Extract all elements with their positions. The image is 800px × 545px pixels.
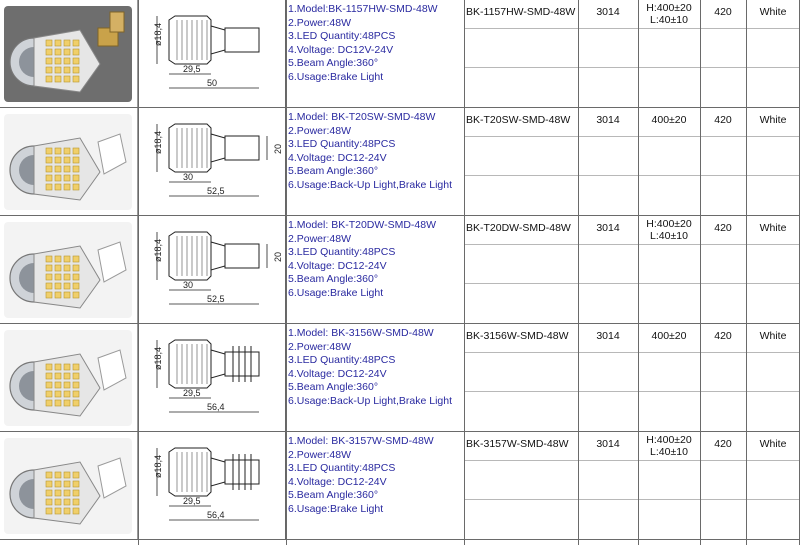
led-chip-icon bbox=[73, 364, 79, 370]
led-chip-icon bbox=[55, 40, 61, 46]
led-bulb-photo-icon bbox=[0, 216, 138, 324]
led-chip-icon bbox=[46, 481, 52, 487]
led-chip-icon bbox=[64, 265, 70, 271]
dim-dia-label: ø18,4 bbox=[153, 130, 163, 154]
dimension-drawing bbox=[138, 432, 286, 540]
led-type-cell: 3014 bbox=[596, 114, 620, 126]
led-chip-icon bbox=[46, 49, 52, 55]
row-subdivider bbox=[464, 352, 800, 353]
bulb-dimension-drawing-icon bbox=[139, 216, 286, 324]
dim-dia-label: ø18,4 bbox=[153, 346, 163, 370]
led-chip-icon bbox=[64, 499, 70, 505]
spec-list bbox=[286, 216, 464, 324]
spec-line: 1.Model: BK-T20SW-SMD-48W bbox=[288, 111, 436, 123]
color-cell: White bbox=[759, 6, 787, 18]
dimension-drawing bbox=[138, 216, 286, 324]
lumen-cell: L:40±10 bbox=[650, 230, 688, 242]
led-chip-icon bbox=[46, 472, 52, 478]
led-chip-icon bbox=[55, 274, 61, 280]
color-cell: White bbox=[759, 438, 787, 450]
spec-line: 6.Usage:Brake Light bbox=[288, 70, 384, 83]
led-chip-icon bbox=[64, 157, 70, 163]
led-chip-icon bbox=[64, 373, 70, 379]
spec-line: 1.Model: BK-3156W-SMD-48W bbox=[288, 327, 434, 339]
led-chip-icon bbox=[73, 283, 79, 289]
led-type-cell: 3014 bbox=[596, 6, 620, 18]
spec-line: 2.Power:48W bbox=[288, 340, 352, 353]
led-type-cell: 3014 bbox=[596, 330, 620, 342]
bulb-dimension-drawing-icon bbox=[139, 0, 286, 108]
led-chip-icon bbox=[55, 391, 61, 397]
color-cell: White bbox=[759, 114, 787, 126]
led-chip-icon bbox=[64, 490, 70, 496]
dim-inner-label: 29,5 bbox=[183, 388, 201, 398]
spec-line: 2.Power:48W bbox=[288, 124, 352, 137]
spec-line: 4.Voltage: DC12-24V bbox=[288, 367, 387, 380]
lumen-cell: H:400±20 bbox=[646, 218, 692, 230]
led-chip-icon bbox=[55, 364, 61, 370]
led-chip-icon bbox=[64, 49, 70, 55]
bulb-base bbox=[225, 28, 259, 52]
led-chip-icon bbox=[64, 148, 70, 154]
dim-side-label: 20 bbox=[273, 143, 283, 154]
dimension-drawing bbox=[138, 108, 286, 216]
dim-outer-label: 52,5 bbox=[207, 294, 225, 304]
led-chip-icon bbox=[64, 364, 70, 370]
spec-line: 4.Voltage: DC12-24V bbox=[288, 151, 387, 164]
led-chip-icon bbox=[46, 265, 52, 271]
led-chip-icon bbox=[46, 184, 52, 190]
bulb-outline bbox=[169, 16, 211, 64]
led-chip-icon bbox=[46, 166, 52, 172]
spec-line: 4.Voltage: DC12-24V bbox=[288, 259, 387, 272]
led-chip-icon bbox=[73, 40, 79, 46]
model-cell: BK-T20SW-SMD-48W bbox=[466, 114, 571, 126]
dim-outer-label: 56,4 bbox=[207, 510, 225, 520]
led-type-cell: 3014 bbox=[596, 222, 620, 234]
led-chip-icon bbox=[46, 148, 52, 154]
bulb-outline bbox=[169, 448, 211, 496]
spec-list bbox=[286, 324, 464, 432]
led-bulb-photo-icon bbox=[0, 432, 138, 540]
led-chip-icon bbox=[64, 292, 70, 298]
spec-line: 1.Model: BK-T20DW-SMD-48W bbox=[288, 219, 437, 231]
led-chip-icon bbox=[64, 400, 70, 406]
led-chip-icon bbox=[73, 472, 79, 478]
temperature-cell: 420 bbox=[714, 114, 732, 126]
led-bulb-photo bbox=[4, 330, 132, 426]
lumen-cell: 400±20 bbox=[651, 330, 687, 342]
led-chip-icon bbox=[73, 274, 79, 280]
bulb-dimension-drawing bbox=[153, 448, 259, 520]
led-chip-icon bbox=[64, 76, 70, 82]
led-chip-icon bbox=[55, 508, 61, 514]
row-subdivider bbox=[464, 499, 800, 500]
temperature-cell: 420 bbox=[714, 330, 732, 342]
dim-outer-label: 56,4 bbox=[207, 402, 225, 412]
bulb-outline bbox=[169, 340, 211, 388]
bulb-dimension-drawing bbox=[153, 124, 283, 196]
led-chip-icon bbox=[73, 499, 79, 505]
dim-outer-label: 50 bbox=[207, 78, 218, 88]
dim-side-label: 20 bbox=[273, 251, 283, 262]
led-chip-icon bbox=[46, 499, 52, 505]
led-chip-icon bbox=[55, 265, 61, 271]
color-cell: White bbox=[759, 222, 787, 234]
led-chip-icon bbox=[73, 76, 79, 82]
led-chip-icon bbox=[46, 364, 52, 370]
metal-cap-icon bbox=[110, 12, 124, 32]
dim-dia-label: ø18,4 bbox=[153, 454, 163, 478]
led-chip-icon bbox=[46, 382, 52, 388]
row-subdivider bbox=[464, 175, 800, 176]
product-photo bbox=[0, 108, 138, 216]
bulb-dimension-drawing bbox=[153, 232, 283, 304]
product-photo bbox=[0, 432, 138, 540]
led-chip-icon bbox=[73, 382, 79, 388]
led-chip-icon bbox=[55, 157, 61, 163]
led-chip-icon bbox=[73, 391, 79, 397]
led-chip-icon bbox=[73, 292, 79, 298]
temperature-cell: 420 bbox=[714, 438, 732, 450]
led-chip-icon bbox=[55, 49, 61, 55]
spec-line: 6.Usage:Brake Light bbox=[288, 502, 384, 515]
bulb-dimension-drawing-icon bbox=[139, 432, 286, 540]
led-chip-icon bbox=[46, 508, 52, 514]
spec-line: 6.Usage:Back-Up Light,Brake Light bbox=[288, 394, 453, 407]
led-chip-icon bbox=[73, 481, 79, 487]
led-chip-icon bbox=[73, 508, 79, 514]
row-subdivider bbox=[464, 28, 800, 29]
model-cell: BK-T20DW-SMD-48W bbox=[466, 222, 571, 234]
spec-line: 5.Beam Angle:360° bbox=[288, 165, 379, 178]
led-chip-icon bbox=[73, 373, 79, 379]
led-chip-icon bbox=[46, 490, 52, 496]
column-divider bbox=[578, 0, 579, 545]
led-chip-icon bbox=[46, 157, 52, 163]
led-chip-icon bbox=[64, 175, 70, 181]
led-chip-icon bbox=[55, 184, 61, 190]
spec-line: 3.LED Quantity:48PCS bbox=[288, 354, 396, 367]
model-cell: BK-3157W-SMD-48W bbox=[466, 438, 569, 450]
led-chip-icon bbox=[46, 67, 52, 73]
product-photo bbox=[0, 324, 138, 432]
led-chip-icon bbox=[73, 175, 79, 181]
led-chip-icon bbox=[64, 472, 70, 478]
led-bulb-photo-icon bbox=[0, 108, 138, 216]
bulb-dimension-drawing bbox=[153, 340, 259, 412]
spec-line: 5.Beam Angle:360° bbox=[288, 381, 379, 394]
led-chip-icon bbox=[73, 148, 79, 154]
led-chip-icon bbox=[64, 274, 70, 280]
led-type-cell: 3014 bbox=[596, 438, 620, 450]
bulb-base bbox=[225, 244, 259, 268]
led-bulb-photo bbox=[4, 438, 132, 534]
dim-outer-label: 52,5 bbox=[207, 186, 225, 196]
dimension-drawing bbox=[138, 0, 286, 108]
model-cell: BK-1157HW-SMD-48W bbox=[466, 6, 576, 18]
led-chip-icon bbox=[55, 499, 61, 505]
spec-line: 3.LED Quantity:48PCS bbox=[288, 462, 396, 475]
led-chip-icon bbox=[46, 283, 52, 289]
led-chip-icon bbox=[55, 382, 61, 388]
led-chip-icon bbox=[73, 400, 79, 406]
led-chip-icon bbox=[64, 283, 70, 289]
led-chip-icon bbox=[55, 166, 61, 172]
lumen-cell: H:400±20 bbox=[646, 2, 692, 14]
spec-line: 5.Beam Angle:360° bbox=[288, 273, 379, 286]
row-subdivider bbox=[464, 391, 800, 392]
dim-inner-label: 30 bbox=[183, 172, 194, 182]
led-chip-icon bbox=[73, 184, 79, 190]
led-chip-icon bbox=[64, 184, 70, 190]
spec-line: 2.Power:48W bbox=[288, 232, 352, 245]
led-chip-icon bbox=[73, 157, 79, 163]
spec-line: 6.Usage:Brake Light bbox=[288, 286, 384, 299]
led-chip-icon bbox=[55, 67, 61, 73]
spec-line: 5.Beam Angle:360° bbox=[288, 57, 379, 70]
spec-line: 1.Model: BK-3157W-SMD-48W bbox=[288, 435, 434, 447]
led-chip-icon bbox=[46, 76, 52, 82]
led-chip-icon bbox=[73, 67, 79, 73]
lumen-cell: 400±20 bbox=[651, 114, 687, 126]
led-chip-icon bbox=[55, 58, 61, 64]
row-subdivider bbox=[464, 244, 800, 245]
led-chip-icon bbox=[46, 175, 52, 181]
row-subdivider bbox=[464, 136, 800, 137]
led-chip-icon bbox=[64, 391, 70, 397]
spec-line: 1.Model:BK-1157HW-SMD-48W bbox=[288, 3, 438, 15]
led-chip-icon bbox=[55, 400, 61, 406]
product-photo bbox=[0, 0, 138, 108]
led-chip-icon bbox=[55, 373, 61, 379]
bulb-base bbox=[225, 352, 259, 376]
model-cell: BK-3156W-SMD-48W bbox=[466, 330, 569, 342]
column-divider bbox=[700, 0, 701, 545]
led-chip-icon bbox=[46, 58, 52, 64]
spec-line: 2.Power:48W bbox=[288, 448, 352, 461]
spec-line: 3.LED Quantity:48PCS bbox=[288, 30, 396, 43]
led-bulb-photo-icon bbox=[0, 0, 138, 108]
product-photo bbox=[0, 216, 138, 324]
dim-inner-label: 29,5 bbox=[183, 64, 201, 74]
led-chip-icon bbox=[73, 490, 79, 496]
led-chip-icon bbox=[55, 292, 61, 298]
bulb-outline bbox=[169, 124, 211, 172]
column-divider bbox=[746, 0, 747, 545]
led-chip-icon bbox=[46, 400, 52, 406]
led-bulb-photo bbox=[4, 222, 132, 318]
led-chip-icon bbox=[46, 391, 52, 397]
column-divider bbox=[138, 0, 139, 545]
led-chip-icon bbox=[73, 166, 79, 172]
lumen-cell: H:400±20 bbox=[646, 434, 692, 446]
row-divider bbox=[0, 539, 800, 540]
bulb-outline bbox=[169, 232, 211, 280]
led-chip-icon bbox=[55, 490, 61, 496]
led-chip-icon bbox=[64, 508, 70, 514]
led-chip-icon bbox=[46, 40, 52, 46]
column-divider bbox=[638, 0, 639, 545]
dim-inner-label: 30 bbox=[183, 280, 194, 290]
led-chip-icon bbox=[64, 40, 70, 46]
led-bulb-photo bbox=[4, 6, 132, 102]
column-divider bbox=[464, 0, 465, 545]
led-chip-icon bbox=[64, 382, 70, 388]
row-subdivider bbox=[464, 460, 800, 461]
bulb-base bbox=[225, 460, 259, 484]
led-chip-icon bbox=[73, 49, 79, 55]
dimension-drawing bbox=[138, 324, 286, 432]
led-chip-icon bbox=[73, 256, 79, 262]
lumen-cell: L:40±10 bbox=[650, 446, 688, 458]
bulb-neck bbox=[211, 458, 225, 486]
bulb-dimension-drawing bbox=[153, 16, 259, 88]
led-chip-icon bbox=[55, 283, 61, 289]
temperature-cell: 420 bbox=[714, 6, 732, 18]
spec-line: 4.Voltage: DC12V-24V bbox=[288, 43, 394, 56]
color-cell: White bbox=[759, 330, 787, 342]
led-chip-icon bbox=[55, 148, 61, 154]
spec-line: 4.Voltage: DC12-24V bbox=[288, 475, 387, 488]
spec-list bbox=[286, 432, 464, 540]
led-chip-icon bbox=[46, 373, 52, 379]
row-subdivider bbox=[464, 67, 800, 68]
bulb-neck bbox=[211, 242, 225, 270]
led-chip-icon bbox=[64, 481, 70, 487]
dim-dia-label: ø18,4 bbox=[153, 238, 163, 262]
bulb-dimension-drawing-icon bbox=[139, 108, 286, 216]
led-chip-icon bbox=[64, 58, 70, 64]
led-chip-icon bbox=[55, 472, 61, 478]
spec-line: 3.LED Quantity:48PCS bbox=[288, 138, 396, 151]
led-chip-icon bbox=[55, 175, 61, 181]
lumen-cell: L:40±10 bbox=[650, 14, 688, 26]
temperature-cell: 420 bbox=[714, 222, 732, 234]
led-chip-icon bbox=[64, 166, 70, 172]
column-divider bbox=[286, 0, 287, 545]
led-chip-icon bbox=[64, 67, 70, 73]
dim-dia-label: ø18,4 bbox=[153, 22, 163, 46]
spec-line: 2.Power:48W bbox=[288, 16, 352, 29]
led-bulb-photo-icon bbox=[0, 324, 138, 432]
led-chip-icon bbox=[46, 274, 52, 280]
led-chip-icon bbox=[64, 256, 70, 262]
spec-list bbox=[286, 0, 464, 108]
led-chip-icon bbox=[73, 58, 79, 64]
led-bulb-photo bbox=[4, 114, 132, 210]
spec-line: 5.Beam Angle:360° bbox=[288, 489, 379, 502]
led-chip-icon bbox=[73, 265, 79, 271]
led-chip-icon bbox=[55, 76, 61, 82]
bulb-neck bbox=[211, 350, 225, 378]
bulb-base bbox=[225, 136, 259, 160]
led-chip-icon bbox=[55, 481, 61, 487]
led-chip-icon bbox=[55, 256, 61, 262]
bulb-neck bbox=[211, 134, 225, 162]
bulb-dimension-drawing-icon bbox=[139, 324, 286, 432]
led-chip-icon bbox=[46, 292, 52, 298]
spec-line: 6.Usage:Back-Up Light,Brake Light bbox=[288, 178, 453, 191]
row-subdivider bbox=[464, 283, 800, 284]
dim-inner-label: 29,5 bbox=[183, 496, 201, 506]
spec-list bbox=[286, 108, 464, 216]
led-chip-icon bbox=[46, 256, 52, 262]
bulb-neck bbox=[211, 26, 225, 54]
spec-line: 3.LED Quantity:48PCS bbox=[288, 246, 396, 259]
